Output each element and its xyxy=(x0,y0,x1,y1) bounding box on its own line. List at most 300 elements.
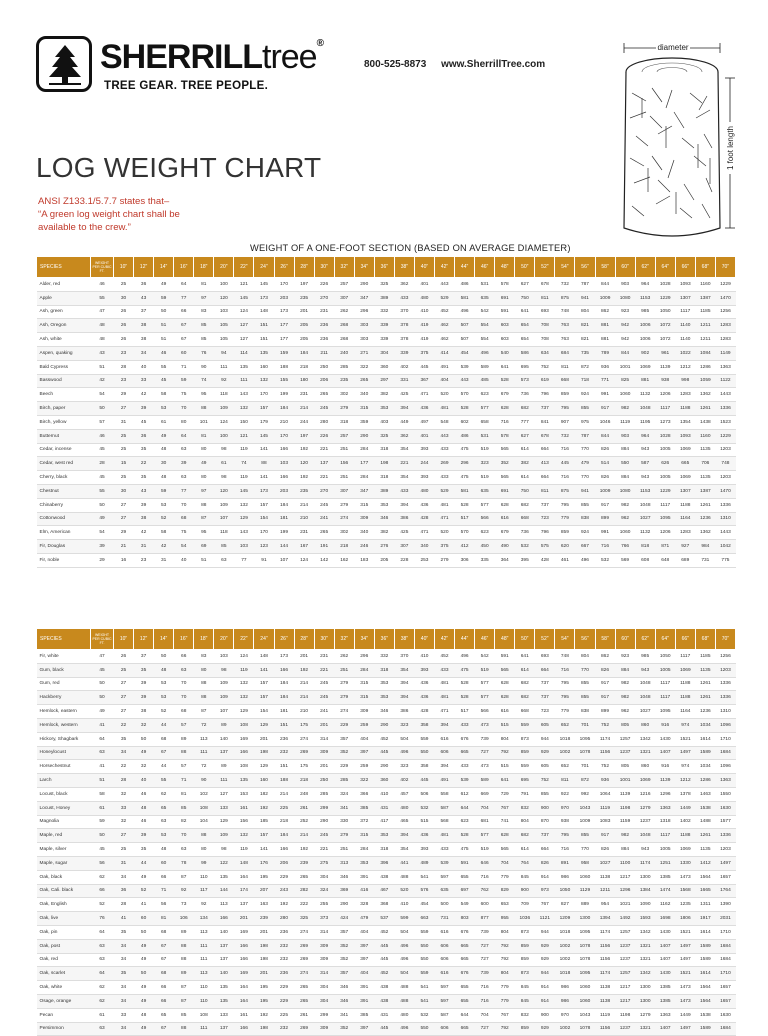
weight-cell: 985 xyxy=(635,305,655,319)
column-header-weight: WEIGHT PER CUBIC FT. xyxy=(91,629,114,650)
weight-cell: 27 xyxy=(114,498,134,512)
weight-cell: 559 xyxy=(414,925,434,939)
weight-cell: 827 xyxy=(555,898,575,912)
weight-cell: 436 xyxy=(414,691,434,705)
weight-cell: 1022 xyxy=(675,346,695,360)
weight-cell: 285 xyxy=(334,774,354,788)
weight-cell: 174 xyxy=(234,884,254,898)
column-header-diameter: 22" xyxy=(234,629,254,650)
weight-cell: 304 xyxy=(314,870,334,884)
weight-cell: 691 xyxy=(495,291,515,305)
weight-cell: 982 xyxy=(615,402,635,416)
weight-cell: 1132 xyxy=(635,388,655,402)
weight-cell: 1078 xyxy=(575,746,595,760)
weight-cell: 859 xyxy=(555,526,575,540)
weight-cell: 137 xyxy=(214,1022,234,1036)
weight-cell: 181 xyxy=(274,705,294,719)
weight-cell: 515 xyxy=(495,718,515,732)
weight-cell: 445 xyxy=(414,774,434,788)
weight-cell: 1174 xyxy=(595,967,615,981)
table-row xyxy=(37,967,736,981)
weight-cell: 665 xyxy=(455,1022,475,1036)
weight-cell: 1363 xyxy=(655,801,675,815)
weight-cell: 549 xyxy=(455,898,475,912)
table-row xyxy=(37,498,736,512)
weight-cell: 1211 xyxy=(695,333,715,347)
weight-cell: 701 xyxy=(575,718,595,732)
weight-cell: 141 xyxy=(254,471,274,485)
weight-cell: 318 xyxy=(334,415,354,429)
weight-cell: 873 xyxy=(515,925,535,939)
weight-cell: 103 xyxy=(214,650,234,664)
weight-cell: 95 xyxy=(194,388,214,402)
weight-cell: 183 xyxy=(354,553,374,567)
weight-cell: 188 xyxy=(274,360,294,374)
weight-cell: 445 xyxy=(374,746,394,760)
weight-cell: 244 xyxy=(414,457,434,471)
weight-cell: 591 xyxy=(495,650,515,664)
weight-cell: 221 xyxy=(314,843,334,857)
weight-cell: 229 xyxy=(334,760,354,774)
weight-cell: 899 xyxy=(595,705,615,719)
weight-cell: 1564 xyxy=(695,994,715,1008)
weight-cell: 471 xyxy=(435,705,455,719)
table-row xyxy=(37,360,736,374)
weight-cell: 1188 xyxy=(675,829,695,843)
weight-cell: 1164 xyxy=(675,705,695,719)
weight-cell: 570 xyxy=(455,526,475,540)
weight-cell: 826 xyxy=(595,471,615,485)
weight-cell: 304 xyxy=(314,994,334,1008)
weight-cell: 770 xyxy=(575,471,595,485)
weight-cell: 1100 xyxy=(615,856,635,870)
weight-cell: 389 xyxy=(374,291,394,305)
weight-cell: 246 xyxy=(354,540,374,554)
weight-cell: 1256 xyxy=(715,650,735,664)
weight-cell: 331 xyxy=(394,374,414,388)
weight-cell: 255 xyxy=(314,898,334,912)
weight-cell: 309 xyxy=(354,705,374,719)
weight-cell: 875 xyxy=(555,484,575,498)
weight-cell: 268 xyxy=(334,333,354,347)
weight-cell: 1159 xyxy=(615,815,635,829)
weight-cell: 471 xyxy=(414,526,434,540)
weight-cell: 393 xyxy=(414,663,434,677)
weight-cell: 340 xyxy=(354,526,374,540)
column-header-diameter: 24" xyxy=(254,629,274,650)
table-row xyxy=(37,663,736,677)
ansi-note: ANSI Z133.1/5.7.7 states that– “A green log weight chart shall be available to the crew.” xyxy=(38,196,180,233)
weight-per-cubic-ft-cell: 48 xyxy=(91,319,114,333)
column-header-diameter: 60" xyxy=(615,257,635,278)
weight-cell: 689 xyxy=(675,553,695,567)
species-cell: Birch, yellow xyxy=(37,415,91,429)
weight-cell: 454 xyxy=(414,898,434,912)
column-header-diameter: 56" xyxy=(575,257,595,278)
weight-cell: 1002 xyxy=(555,1022,575,1036)
weight-cell: 1095 xyxy=(575,732,595,746)
weight-cell: 532 xyxy=(414,1008,434,1022)
weight-cell: 1198 xyxy=(615,801,635,815)
weight-cell: 120 xyxy=(214,291,234,305)
species-cell: Oak, Cali. black xyxy=(37,884,91,898)
weight-cell: 900 xyxy=(535,1008,555,1022)
species-cell: Hickory, Shagbark xyxy=(37,732,91,746)
weight-cell: 1449 xyxy=(675,1008,695,1022)
weight-cell: 166 xyxy=(274,663,294,677)
weight-cell: 1174 xyxy=(595,925,615,939)
weight-cell: 1206 xyxy=(655,388,675,402)
weight-cell: 67 xyxy=(174,319,194,333)
weight-cell: 81 xyxy=(174,787,194,801)
weight-cell: 39 xyxy=(134,829,154,843)
weight-cell: 94 xyxy=(214,346,234,360)
weight-cell: 156 xyxy=(234,815,254,829)
weight-cell: 1279 xyxy=(635,801,655,815)
weight-cell: 206 xyxy=(314,374,334,388)
weight-cell: 732 xyxy=(555,429,575,443)
table-row xyxy=(37,484,736,498)
weight-cell: 107 xyxy=(214,705,234,719)
weight-cell: 144 xyxy=(274,540,294,554)
weight-cell: 192 xyxy=(294,443,314,457)
weight-cell: 50 xyxy=(134,925,154,939)
table-row xyxy=(37,402,736,416)
weight-cell: 35 xyxy=(134,471,154,485)
weight-cell: 269 xyxy=(294,1022,314,1036)
weight-cell: 646 xyxy=(475,856,495,870)
weight-cell: 386 xyxy=(394,512,414,526)
weight-cell: 161 xyxy=(234,1008,254,1022)
column-header-diameter: 36" xyxy=(374,257,394,278)
weight-per-cubic-ft-cell: 76 xyxy=(91,912,114,926)
weight-cell: 1261 xyxy=(695,498,715,512)
weight-cell: 452 xyxy=(435,305,455,319)
weight-cell: 332 xyxy=(374,305,394,319)
weight-cell: 473 xyxy=(475,760,495,774)
weight-cell: 129 xyxy=(234,512,254,526)
weight-cell: 77 xyxy=(174,291,194,305)
weight-cell: 410 xyxy=(414,305,434,319)
weight-cell: 218 xyxy=(294,774,314,788)
weight-per-cubic-ft-cell: 51 xyxy=(91,360,114,374)
weight-cell: 679 xyxy=(495,388,515,402)
weight-cell: 1043 xyxy=(575,1008,595,1022)
weight-cell: 875 xyxy=(555,291,575,305)
weight-cell: 29 xyxy=(114,388,134,402)
weight-cell: 614 xyxy=(515,663,535,677)
weight-cell: 1321 xyxy=(635,953,655,967)
table-row xyxy=(37,912,736,926)
weight-cell: 1078 xyxy=(575,939,595,953)
weight-cell: 184 xyxy=(274,829,294,843)
weight-cell: 46 xyxy=(134,815,154,829)
weight-cell: 1363 xyxy=(715,774,735,788)
weight-cell: 855 xyxy=(575,691,595,705)
weight-cell: 113 xyxy=(194,925,214,939)
weight-cell: 986 xyxy=(555,870,575,884)
column-header-diameter: 42" xyxy=(435,629,455,650)
weight-cell: 578 xyxy=(495,278,515,292)
weight-cell: 1009 xyxy=(595,484,615,498)
weight-cell: 436 xyxy=(414,677,434,691)
weight-per-cubic-ft-cell: 46 xyxy=(91,278,114,292)
weight-cell: 573 xyxy=(515,374,535,388)
weight-cell: 173 xyxy=(274,305,294,319)
weight-cell: 678 xyxy=(535,278,555,292)
weight-cell: 63 xyxy=(214,553,234,567)
weight-cell: 353 xyxy=(354,856,374,870)
weight-cell: 303 xyxy=(354,319,374,333)
weight-cell: 1318 xyxy=(655,815,675,829)
weight-cell: 1095 xyxy=(575,967,595,981)
column-header-diameter: 22" xyxy=(234,257,254,278)
weight-cell: 53 xyxy=(154,691,174,705)
weight-cell: 401 xyxy=(414,278,434,292)
weight-cell: 166 xyxy=(234,746,254,760)
table-row xyxy=(37,829,736,843)
weight-cell: 1162 xyxy=(655,898,675,912)
weight-cell: 66 xyxy=(174,650,194,664)
weight-cell: 33 xyxy=(134,374,154,388)
weight-cell: 606 xyxy=(435,746,455,760)
weight-cell: 1443 xyxy=(715,526,735,540)
weight-cell: 1002 xyxy=(555,939,575,953)
weight-cell: 157 xyxy=(254,829,274,843)
species-cell: Oak, white xyxy=(37,981,91,995)
weight-cell: 1336 xyxy=(715,498,735,512)
weight-cell: 265 xyxy=(314,388,334,402)
weight-cell: 36 xyxy=(134,429,154,443)
weight-cell: 160 xyxy=(254,360,274,374)
column-header-diameter: 12" xyxy=(134,629,154,650)
weight-cell: 929 xyxy=(535,939,555,953)
weight-cell: 577 xyxy=(475,829,495,843)
weight-cell: 397 xyxy=(354,1022,374,1036)
weight-cell: 658 xyxy=(475,415,495,429)
weight-cell: 410 xyxy=(374,787,394,801)
weight-cell: 923 xyxy=(615,650,635,664)
weight-cell: 232 xyxy=(274,1022,294,1036)
weight-cell: 668 xyxy=(515,512,535,526)
weight-cell: 500 xyxy=(435,898,455,912)
website-link[interactable]: www.SherrillTree.com xyxy=(441,59,546,70)
weight-cell: 779 xyxy=(555,512,575,526)
weight-cell: 676 xyxy=(455,967,475,981)
table-row xyxy=(37,870,736,884)
weight-cell: 1342 xyxy=(635,925,655,939)
weight-cell: 38 xyxy=(134,512,154,526)
weight-cell: 943 xyxy=(635,471,655,485)
weight-cell: 641 xyxy=(495,360,515,374)
weight-cell: 325 xyxy=(374,429,394,443)
weight-cell: 50 xyxy=(154,305,174,319)
weight-cell: 59 xyxy=(154,484,174,498)
weight-cell: 162 xyxy=(334,553,354,567)
weight-cell: 727 xyxy=(475,746,495,760)
weight-cell: 239 xyxy=(254,912,274,926)
weight-per-cubic-ft-cell: 47 xyxy=(91,305,114,319)
weight-cell: 1764 xyxy=(715,884,735,898)
weight-cell: 1156 xyxy=(595,1022,615,1036)
weight-cell: 1407 xyxy=(655,953,675,967)
weight-cell: 231 xyxy=(314,650,334,664)
weight-cell: 151 xyxy=(254,319,274,333)
weight-cell: 597 xyxy=(435,994,455,1008)
weight-cell: 109 xyxy=(214,691,234,705)
weight-cell: 252 xyxy=(294,815,314,829)
weight-cell: 1523 xyxy=(715,415,735,429)
weight-cell: 471 xyxy=(435,512,455,526)
weight-cell: 66 xyxy=(154,994,174,1008)
weight-cell: 92 xyxy=(194,898,214,912)
weight-cell: 708 xyxy=(535,333,555,347)
weight-cell: 566 xyxy=(475,512,495,526)
weight-cell: 748 xyxy=(555,650,575,664)
weight-cell: 124 xyxy=(294,553,314,567)
weight-cell: 1614 xyxy=(695,925,715,939)
species-cell: Locust, black xyxy=(37,787,91,801)
weight-cell: 98 xyxy=(214,471,234,485)
weight-cell: 25 xyxy=(114,278,134,292)
species-cell: Gum, red xyxy=(37,677,91,691)
weight-cell: 1430 xyxy=(655,925,675,939)
species-cell: Maple, silver xyxy=(37,843,91,857)
weight-cell: 26 xyxy=(114,650,134,664)
weight-cell: 251 xyxy=(334,843,354,857)
weight-cell: 1164 xyxy=(675,512,695,526)
weight-cell: 175 xyxy=(294,718,314,732)
weight-cell: 129 xyxy=(234,705,254,719)
weight-cell: 461 xyxy=(555,553,575,567)
weight-cell: 372 xyxy=(354,815,374,829)
weight-cell: 491 xyxy=(435,360,455,374)
weight-cell: 110 xyxy=(194,870,214,884)
weight-cell: 1005 xyxy=(655,443,675,457)
weight-cell: 218 xyxy=(334,540,354,554)
weight-cell: 276 xyxy=(374,540,394,554)
weight-cell: 1657 xyxy=(715,870,735,884)
weight-cell: 587 xyxy=(635,457,655,471)
weight-cell: 53 xyxy=(154,498,174,512)
weight-cell: 872 xyxy=(575,360,595,374)
weight-cell: 529 xyxy=(435,291,455,305)
column-header-diameter: 14" xyxy=(154,257,174,278)
weight-cell: 245 xyxy=(314,691,334,705)
weight-cell: 1002 xyxy=(555,746,575,760)
weight-cell: 716 xyxy=(495,415,515,429)
weight-cell: 1069 xyxy=(675,843,695,857)
weight-cell: 404 xyxy=(354,925,374,939)
weight-cell: 284 xyxy=(354,443,374,457)
column-header-diameter: 16" xyxy=(174,257,194,278)
weight-cell: 1095 xyxy=(655,512,675,526)
weight-cell: 143 xyxy=(234,388,254,402)
weight-cell: 64 xyxy=(174,278,194,292)
weight-cell: 943 xyxy=(635,443,655,457)
weight-cell: 1237 xyxy=(615,746,635,760)
weight-cell: 127 xyxy=(234,333,254,347)
weight-cell: 199 xyxy=(274,388,294,402)
weight-cell: 229 xyxy=(334,718,354,732)
weight-cell: 1474 xyxy=(655,884,675,898)
weight-cell: 231 xyxy=(294,388,314,402)
weight-cell: 779 xyxy=(555,705,575,719)
weight-cell: 354 xyxy=(394,843,414,857)
weight-cell: 627 xyxy=(515,429,535,443)
weight-cell: 539 xyxy=(455,774,475,788)
weight-cell: 803 xyxy=(455,912,475,926)
weight-cell: 37 xyxy=(134,305,154,319)
weight-cell: 1084 xyxy=(695,346,715,360)
weight-cell: 907 xyxy=(555,415,575,429)
weight-cell: 192 xyxy=(274,898,294,912)
table-row xyxy=(37,801,736,815)
weight-cell: 648 xyxy=(655,553,675,567)
weight-cell: 177 xyxy=(274,319,294,333)
weight-cell: 438 xyxy=(374,981,394,995)
weight-per-cubic-ft-cell: 54 xyxy=(91,526,114,540)
weight-cell: 290 xyxy=(334,898,354,912)
weight-cell: 665 xyxy=(675,457,695,471)
weight-cell: 665 xyxy=(455,746,475,760)
weight-cell: 354 xyxy=(394,663,414,677)
weight-cell: 795 xyxy=(555,498,575,512)
weight-cell: 1139 xyxy=(655,360,675,374)
weight-per-cubic-ft-cell: 49 xyxy=(91,512,114,526)
weight-cell: 63 xyxy=(174,443,194,457)
weight-cell: 49 xyxy=(134,746,154,760)
weight-cell: 1630 xyxy=(715,1008,735,1022)
weight-cell: 29 xyxy=(114,526,134,540)
diameter-label: diameter xyxy=(657,43,689,52)
weight-cell: 35 xyxy=(114,732,134,746)
weight-cell: 489 xyxy=(414,856,434,870)
weight-cell: 616 xyxy=(495,705,515,719)
column-header-species: SPECIES xyxy=(37,629,91,650)
column-header-diameter: 64" xyxy=(655,257,675,278)
weight-cell: 944 xyxy=(535,967,555,981)
column-header-weight: WEIGHT PER CUBIC FT. xyxy=(91,257,114,278)
weight-cell: 884 xyxy=(615,471,635,485)
weight-cell: 103 xyxy=(234,540,254,554)
table-row xyxy=(37,305,736,319)
weight-cell: 49 xyxy=(134,1022,154,1036)
weight-cell: 804 xyxy=(495,967,515,981)
weight-cell: 45 xyxy=(134,415,154,429)
column-header-diameter: 52" xyxy=(535,629,555,650)
weight-cell: 550 xyxy=(615,457,635,471)
weight-cell: 942 xyxy=(615,333,635,347)
weight-cell: 145 xyxy=(254,278,274,292)
column-header-diameter: 66" xyxy=(675,257,695,278)
weight-cell: 236 xyxy=(274,925,294,939)
weight-cell: 667 xyxy=(575,540,595,554)
weight-cell: 517 xyxy=(455,705,475,719)
weight-cell: 280 xyxy=(314,415,334,429)
weight-cell: 1212 xyxy=(675,774,695,788)
weight-cell: 27 xyxy=(114,705,134,719)
weight-cell: 479 xyxy=(354,912,374,926)
weight-cell: 346 xyxy=(334,981,354,995)
weight-cell: 475 xyxy=(455,471,475,485)
weight-cell: 241 xyxy=(314,705,334,719)
column-header-diameter: 54" xyxy=(555,629,575,650)
table-row xyxy=(37,746,736,760)
weight-cell: 433 xyxy=(455,760,475,774)
weight-cell: 360 xyxy=(374,360,394,374)
weight-cell: 362 xyxy=(394,429,414,443)
